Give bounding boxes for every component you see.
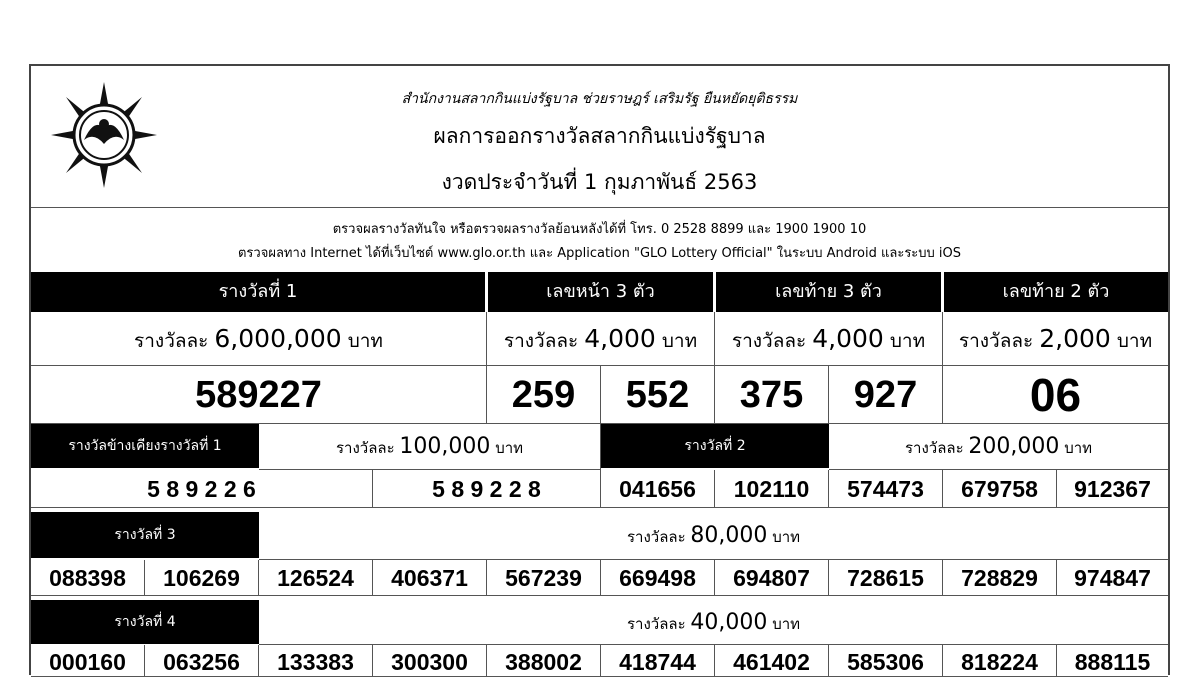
third-prize-number: 567239 [487, 560, 601, 596]
amount-unit: บาท [1064, 439, 1093, 457]
first-prize-number: 589227 [31, 366, 487, 424]
amount-value: 200,000 [968, 434, 1060, 459]
fourth-prize-number: 000160 [31, 645, 145, 677]
last3-number: 375 [715, 366, 829, 424]
near-first-number: 5 8 9 2 2 8 [373, 470, 601, 508]
near-first-title: รางวัลข้างเคียงรางวัลที่ 1 [31, 424, 259, 468]
second-prize-number: 102110 [715, 470, 829, 508]
front3-number: 552 [601, 366, 715, 424]
third-prize-number: 669498 [601, 560, 715, 596]
second-prize-number: 574473 [829, 470, 943, 508]
third-prize-number: 406371 [373, 560, 487, 596]
fourth-prize-number: 133383 [259, 645, 373, 677]
amount-label: รางวัลละ [335, 439, 395, 457]
amount-label: รางวัลละ [134, 330, 209, 352]
block-gap [31, 596, 1168, 600]
near-first-amount [259, 424, 601, 470]
second-prize-number: 912367 [1057, 470, 1168, 508]
amount-value: 40,000 [690, 610, 768, 635]
amount-label: รางวัลละ [626, 615, 686, 633]
first-prize-amount [31, 312, 487, 366]
near-first-number: 5 8 9 2 2 6 [31, 470, 373, 508]
fourth-prize-number: 461402 [715, 645, 829, 677]
block-gap [31, 508, 1168, 512]
amount-label: รางวัลละ [958, 330, 1034, 352]
page-title: ผลการออกรางวัลสลากกินแบ่งรัฐบาล [433, 124, 766, 148]
amount-value: 4,000 [584, 324, 656, 353]
last2-number: 06 [943, 366, 1168, 424]
fourth-prize-number: 888115 [1057, 645, 1168, 677]
first-prize-title: รางวัลที่ 1 [31, 272, 485, 312]
amount-unit: บาท [495, 439, 524, 457]
contact-web: ตรวจผลทาง Internet ได้ที่เว็บไซต์ www.glo.or.th และ Application "GLO Lottery Official" ในระบบ Android และระบบ iOS [237, 246, 962, 261]
amount-label: รางวัลละ [904, 439, 964, 457]
amount-unit: บาท [889, 330, 926, 352]
contact-info [31, 208, 1168, 270]
fourth-prize-number: 388002 [487, 645, 601, 677]
fourth-prize-number: 063256 [145, 645, 259, 677]
third-prize-title: รางวัลที่ 3 [31, 512, 259, 558]
fourth-prize-number: 585306 [829, 645, 943, 677]
contact-phone: ตรวจผลรางวัลทันใจ หรือตรวจผลรางวัลย้อนหลังได้ที่ โทร. 0 2528 8899 และ 1900 1900 10 [332, 222, 867, 237]
last2-amount [943, 312, 1168, 366]
second-prize-number: 679758 [943, 470, 1057, 508]
second-prize-title: รางวัลที่ 2 [601, 424, 829, 468]
amount-value: 6,000,000 [214, 324, 342, 353]
front3-number: 259 [487, 366, 601, 424]
third-prize-number: 694807 [715, 560, 829, 596]
amount-label: รางวัลละ [503, 330, 579, 352]
fourth-prize-amount [259, 600, 1168, 645]
third-prize-number: 088398 [31, 560, 145, 596]
third-prize-number: 728829 [943, 560, 1057, 596]
fourth-prize-number: 818224 [943, 645, 1057, 677]
amount-label: รางวัลละ [731, 330, 807, 352]
amount-unit: บาท [772, 615, 801, 633]
last3-title: เลขท้าย 3 ตัว [716, 272, 941, 312]
last3-amount [715, 312, 943, 366]
last3-number: 927 [829, 366, 943, 424]
amount-label: รางวัลละ [626, 528, 686, 546]
last2-title: เลขท้าย 2 ตัว [944, 272, 1168, 312]
third-prize-number: 974847 [1057, 560, 1168, 596]
third-prize-number: 106269 [145, 560, 259, 596]
results-header [31, 66, 1168, 208]
lottery-results-sheet [29, 64, 1170, 675]
front3-amount [487, 312, 715, 366]
third-prize-amount [259, 512, 1168, 560]
draw-date: งวดประจำวันที่ 1 กุมภาพันธ์ 2563 [441, 170, 758, 194]
third-prize-number: 126524 [259, 560, 373, 596]
second-prize-number: 041656 [601, 470, 715, 508]
amount-value: 2,000 [1039, 324, 1111, 353]
office-slogan: สำนักงานสลากกินแบ่งรัฐบาล ช่วยราษฎร์ เสริมรัฐ ยืนหยัดยุติธรรม [401, 91, 798, 107]
second-prize-amount [829, 424, 1168, 470]
third-prize-number: 728615 [829, 560, 943, 596]
amount-unit: บาท [772, 528, 801, 546]
amount-unit: บาท [1116, 330, 1153, 352]
amount-unit: บาท [661, 330, 698, 352]
front3-title: เลขหน้า 3 ตัว [488, 272, 713, 312]
amount-value: 100,000 [399, 434, 491, 459]
amount-value: 4,000 [812, 324, 884, 353]
fourth-prize-number: 418744 [601, 645, 715, 677]
amount-unit: บาท [347, 330, 383, 352]
fourth-prize-number: 300300 [373, 645, 487, 677]
fourth-prize-title: รางวัลที่ 4 [31, 600, 259, 644]
amount-value: 80,000 [690, 523, 768, 548]
